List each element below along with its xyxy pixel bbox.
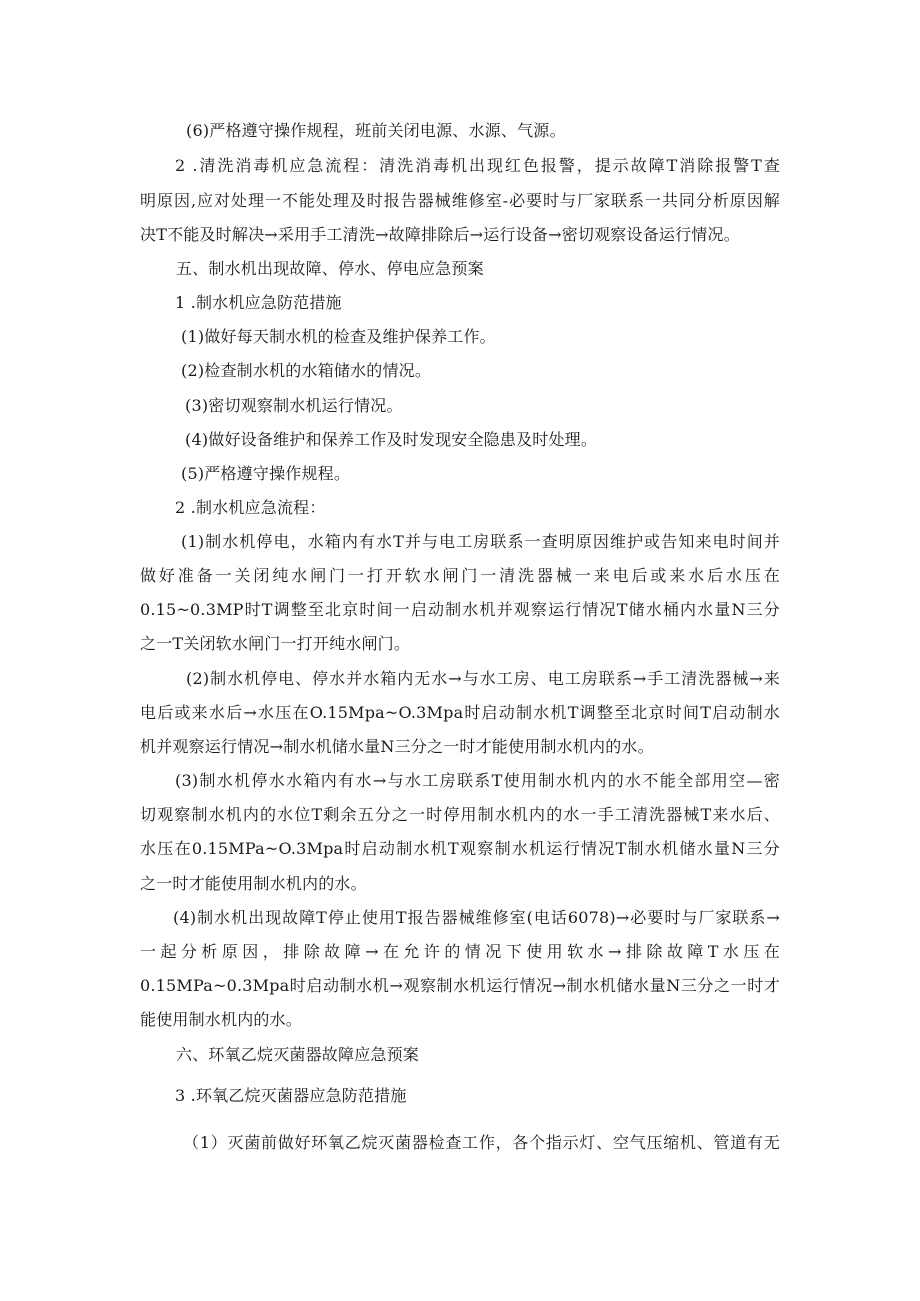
- paragraph-line: 一起分析原因，排除故障→在允许的情况下使用软水→排除故障T水压在: [140, 942, 780, 961]
- paragraph-line: (6)严格遵守操作规程，班前关闭电源、水源、气源。: [186, 121, 566, 140]
- paragraph-line: (1)制水机停电，水箱内有水T并与电工房联系一查明原因维护或告知来电时间并: [181, 532, 780, 551]
- list-item: (4)做好设备维护和保养工作及时发现安全隐患及时处理。: [185, 430, 598, 449]
- section-heading: 六、环氧乙烷灭菌器故障应急预案: [176, 1045, 420, 1064]
- paragraph-line: （1）灭菌前做好环氧乙烷灭菌器检查工作，各个指示灯、空气压缩机、管道有无: [183, 1133, 780, 1152]
- list-item: (3)密切观察制水机运行情况。: [185, 396, 403, 415]
- paragraph-line: 切观察制水机内的水位T剩余五分之一时停用制水机内的水一手工清洗器械T来水后、: [140, 805, 780, 824]
- paragraph-line: 之一时才能使用制水机内的水。: [140, 874, 367, 893]
- paragraph-line: (3)制水机停水水箱内有水→与水工房联系T使用制水机内的水不能全部用空—密: [175, 771, 780, 790]
- paragraph-line: 明原因,应对处理一不能处理及时报告器械维修室-必要时与厂家联系一共同分析原因解: [140, 191, 780, 210]
- paragraph-line: 做好准备一关闭纯水闸门一打开软水闸门一清洗器械一来电后或来水后水压在: [140, 566, 780, 585]
- subsection-heading: 1 .制水机应急防范措施: [175, 293, 342, 312]
- paragraph-line: 0.15MPa~0.3Mpa时启动制水机→观察制水机运行情况→制水机储水量N三分之一时才: [140, 976, 780, 995]
- paragraph-line: 决T不能及时解决→采用手工清洗→故障排除后→运行设备→密切观察设备运行情况。: [140, 225, 740, 244]
- list-item: (1)做好每天制水机的检查及维护保养工作。: [181, 327, 496, 346]
- list-item: (2)检查制水机的水箱储水的情况。: [181, 361, 432, 380]
- paragraph-line: 2 .清洗消毒机应急流程：清洗消毒机出现红色报警，提示故障T消除报警T查: [175, 156, 780, 175]
- list-item: (5)严格遵守操作规程。: [181, 464, 351, 483]
- paragraph-line: (4)制水机出现故障T停止使用T报告器械维修室(电话6078)→必要时与厂家联系→: [173, 908, 780, 927]
- paragraph-line: 能使用制水机内的水。: [140, 1010, 303, 1029]
- paragraph-line: 水压在0.15MPa~O.3Mpa时启动制水机T观察制水机运行情况T制水机储水量N三分: [140, 839, 780, 858]
- paragraph-line: 电后或来水后→水压在O.15Mpa~O.3Mpa时启动制水机T调整至北京时间T启动制水: [140, 703, 780, 722]
- subsection-heading: 2 .制水机应急流程：: [175, 498, 326, 517]
- paragraph-line: 0.15~0.3MP时T调整至北京时间一启动制水机并观察运行情况T储水桶内水量N三分: [140, 600, 780, 619]
- paragraph-line: (2)制水机停电、停水并水箱内无水→与水工房、电工房联系→手工清洗器械→来: [186, 669, 780, 688]
- section-heading: 五、制水机出现故障、停水、停电应急预案: [176, 259, 484, 278]
- subsection-heading: 3 .环氧乙烷灭菌器应急防范措施: [175, 1086, 407, 1105]
- paragraph-line: 之一T关闭软水闸门一打开纯水闸门。: [140, 634, 411, 653]
- paragraph-line: 机并观察运行情况→制水机储水量N三分之一时才能使用制水机内的水。: [140, 737, 654, 756]
